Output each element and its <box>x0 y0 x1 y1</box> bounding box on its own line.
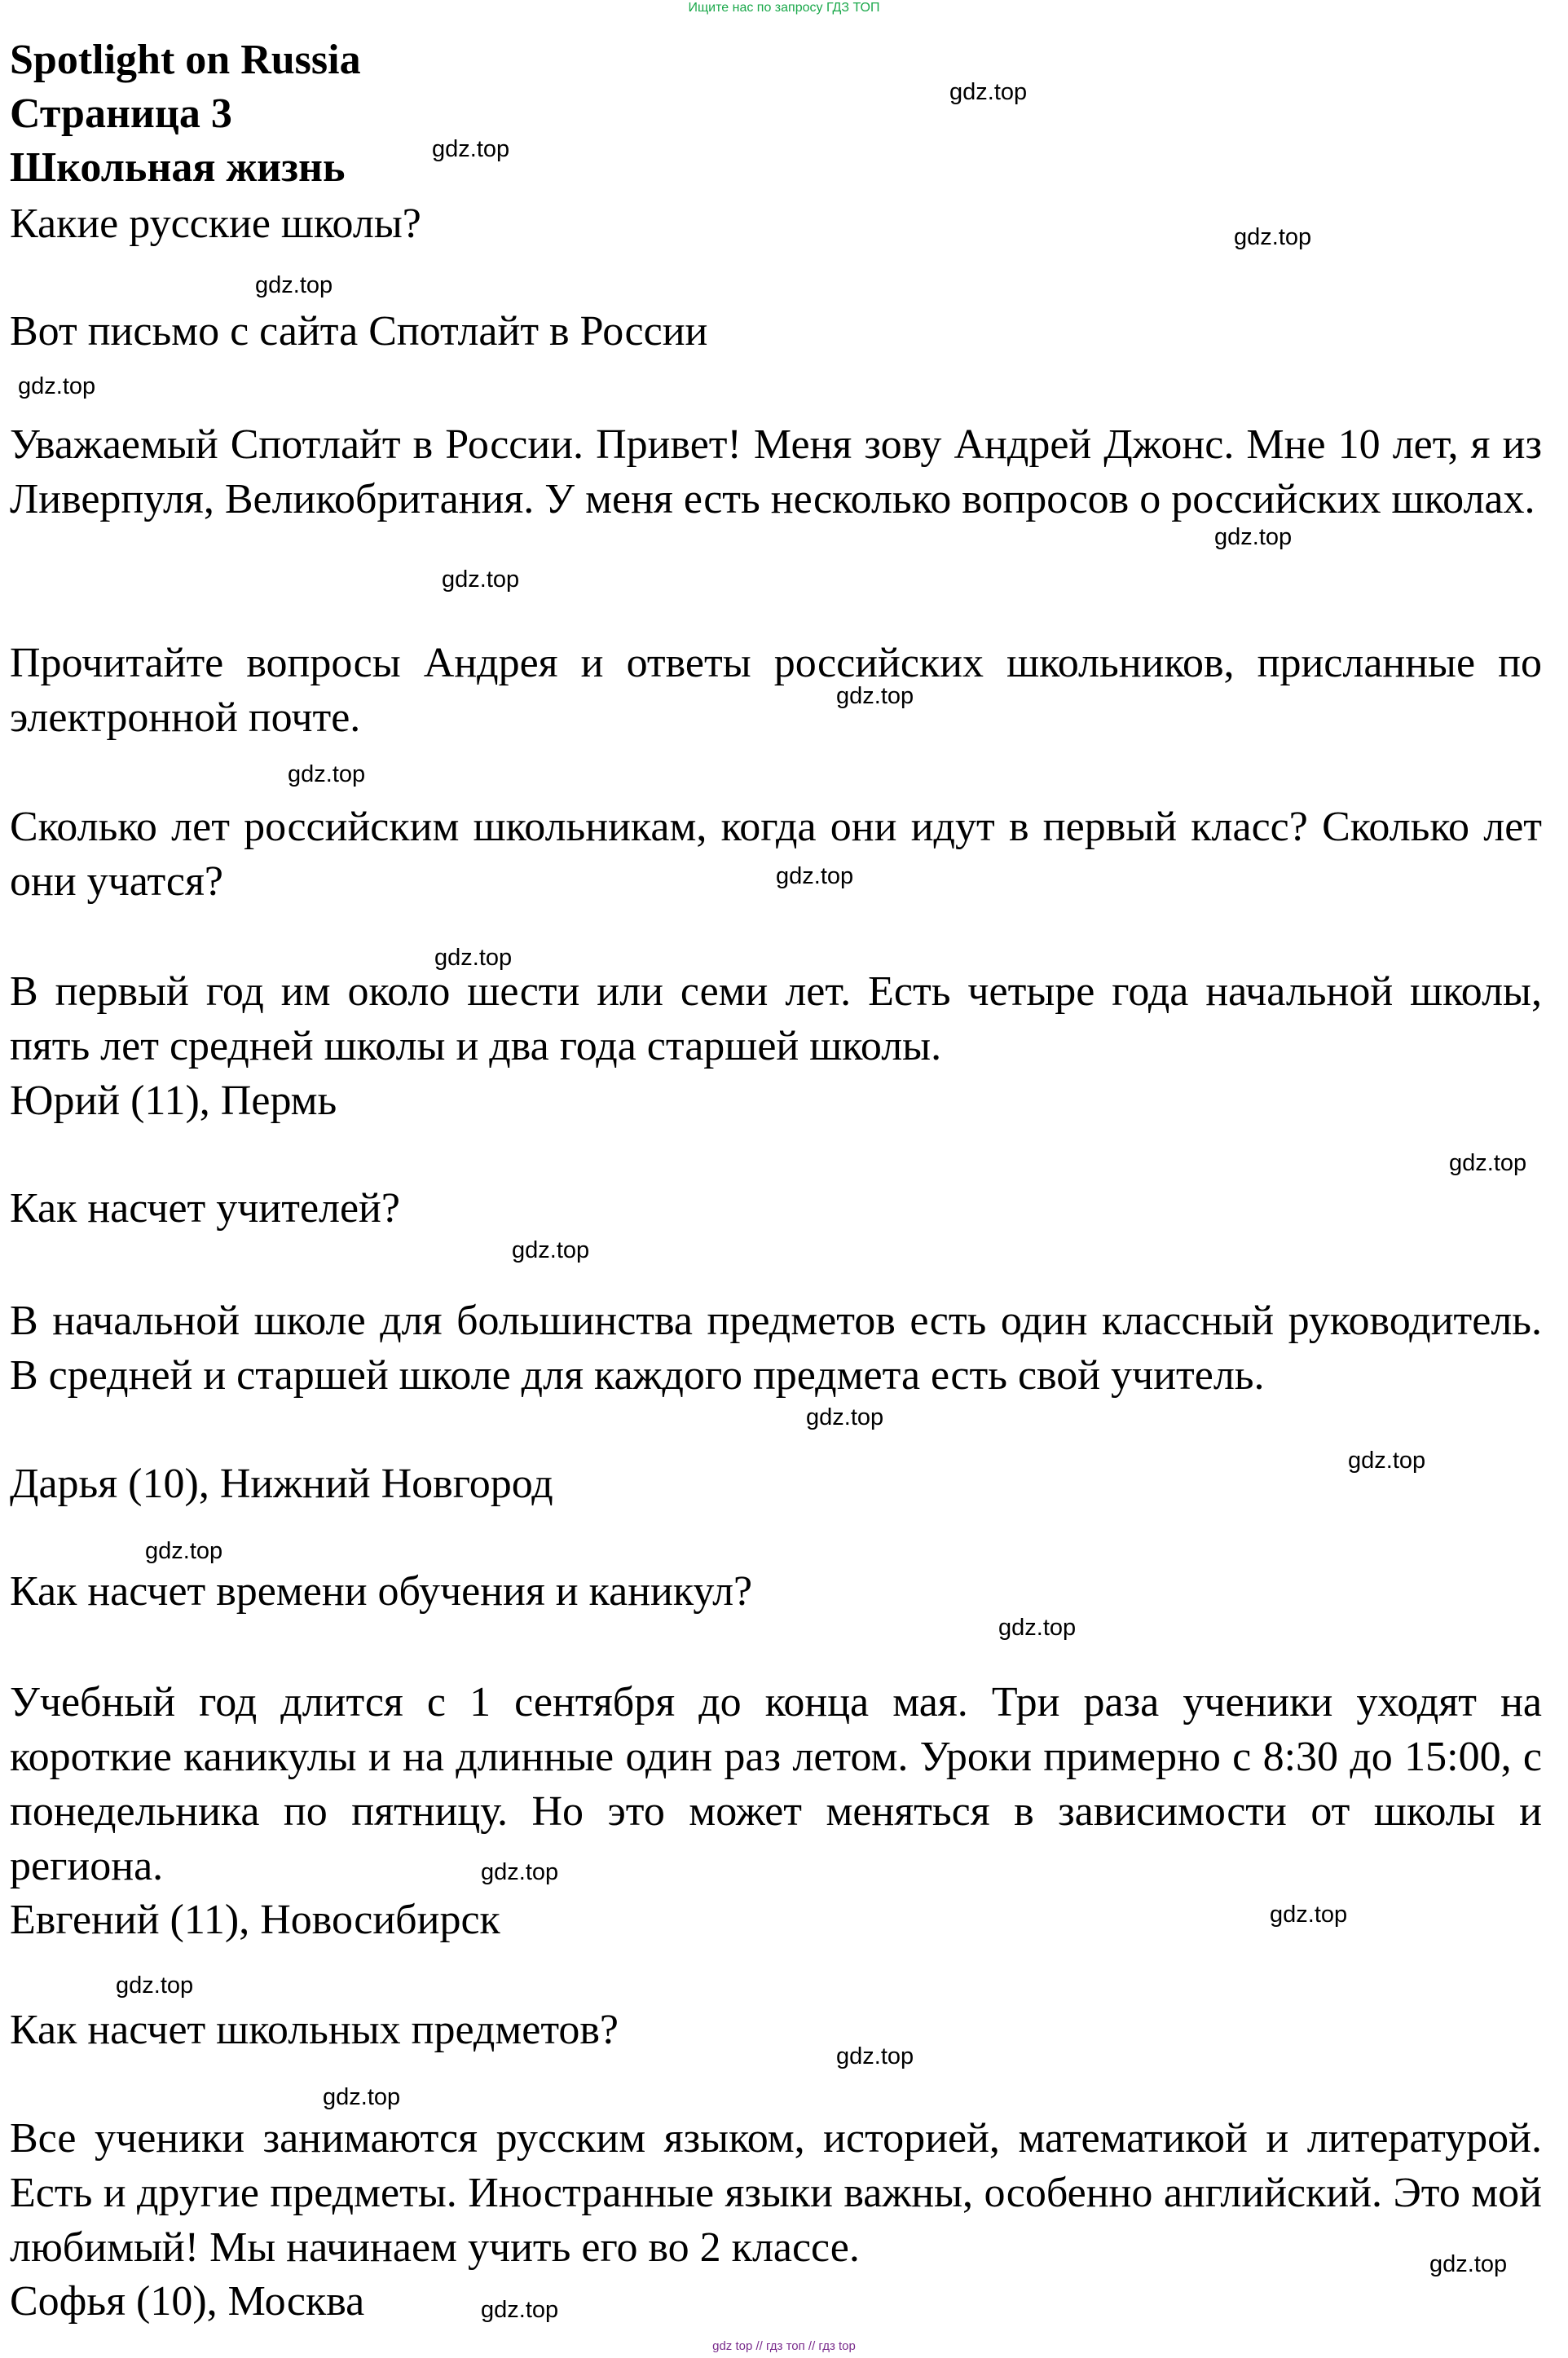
watermark: gdz.top <box>1429 2251 1508 2277</box>
watermark: gdz.top <box>1234 224 1312 250</box>
watermark: gdz.top <box>434 945 513 971</box>
question-4: Как насчет школьных предметов? <box>10 2007 619 2053</box>
watermark: gdz.top <box>836 683 914 709</box>
watermark: gdz.top <box>806 1404 884 1430</box>
watermark: gdz.top <box>1214 524 1293 550</box>
question-intro: Какие русские школы? <box>10 201 421 247</box>
bottom-banner: gdz top // гдз топ // гдз top <box>712 2339 856 2353</box>
watermark: gdz.top <box>949 79 1028 105</box>
letter-text: Уважаемый Спотлайт в России. Привет! Меня зову Андрей Джонс. Мне 10 лет, я из Ливерпуля, Великобритания. У меня есть несколько вопросов о российских школах. <box>10 421 1542 522</box>
watermark: gdz.top <box>836 2043 914 2069</box>
page-number-heading: Страница 3 <box>10 90 232 137</box>
top-banner: Ищите нас по запросу ГДЗ ТОП <box>688 1 880 15</box>
watermark: gdz.top <box>1449 1150 1527 1176</box>
answer-3: Учебный год длится с 1 сентября до конца мая. Три раза ученики уходят на короткие каникулы и на длинные один раз летом. Уроки примерно с 8:30 до 15:00, с понедельника по пятницу. Но это может меняться в зависимости от школы и региона. <box>10 1679 1542 1889</box>
watermark: gdz.top <box>481 1859 559 1885</box>
watermark: gdz.top <box>18 373 96 399</box>
answer-1: В первый год им около шести или семи лет. Есть четыре года начальной школы, пять лет средней школы и два года старшей школы. <box>10 968 1542 1069</box>
watermark: gdz.top <box>255 272 333 298</box>
watermark: gdz.top <box>512 1237 590 1263</box>
watermark: gdz.top <box>776 863 854 889</box>
answer-1-author: Юрий (11), Пермь <box>10 1078 337 1124</box>
answer-4-author: Софья (10), Москва <box>10 2278 365 2325</box>
watermark: gdz.top <box>432 136 510 162</box>
letter-intro: Вот письмо с сайта Спотлайт в России <box>10 308 708 355</box>
book-title: Spotlight on Russia <box>10 37 361 83</box>
answer-3-author: Евгений (11), Новосибирск <box>10 1897 500 1943</box>
watermark: gdz.top <box>1270 1902 1348 1928</box>
question-1: Сколько лет российским школьникам, когда они идут в первый класс? Сколько лет они учатся? <box>10 804 1542 905</box>
watermark: gdz.top <box>481 2297 559 2323</box>
watermark: gdz.top <box>116 1972 194 1999</box>
answer-2-author: Дарья (10), Нижний Новгород <box>10 1461 553 1507</box>
watermark: gdz.top <box>288 761 366 787</box>
answer-4: Все ученики занимаются русским языком, историей, математикой и литературой. Есть и другие предметы. Иностранные языки важны, особенно английский. Это мой любимый! Мы начинаем учить его во 2 классе. <box>10 2115 1542 2271</box>
watermark: gdz.top <box>323 2084 401 2110</box>
instruction-text: Прочитайте вопросы Андрея и ответы российских школьников, присланные по электронной почте. <box>10 640 1542 741</box>
watermark: gdz.top <box>145 1538 223 1564</box>
question-3: Как насчет времени обучения и каникул? <box>10 1568 753 1615</box>
answer-2: В начальной школе для большинства предметов есть один классный руководитель. В средней и старшей школе для каждого предмета есть свой учитель. <box>10 1298 1542 1399</box>
question-2: Как насчет учителей? <box>10 1185 400 1232</box>
watermark: gdz.top <box>1348 1448 1426 1474</box>
watermark: gdz.top <box>998 1615 1077 1641</box>
watermark: gdz.top <box>442 566 520 593</box>
section-title: Школьная жизнь <box>10 144 346 191</box>
